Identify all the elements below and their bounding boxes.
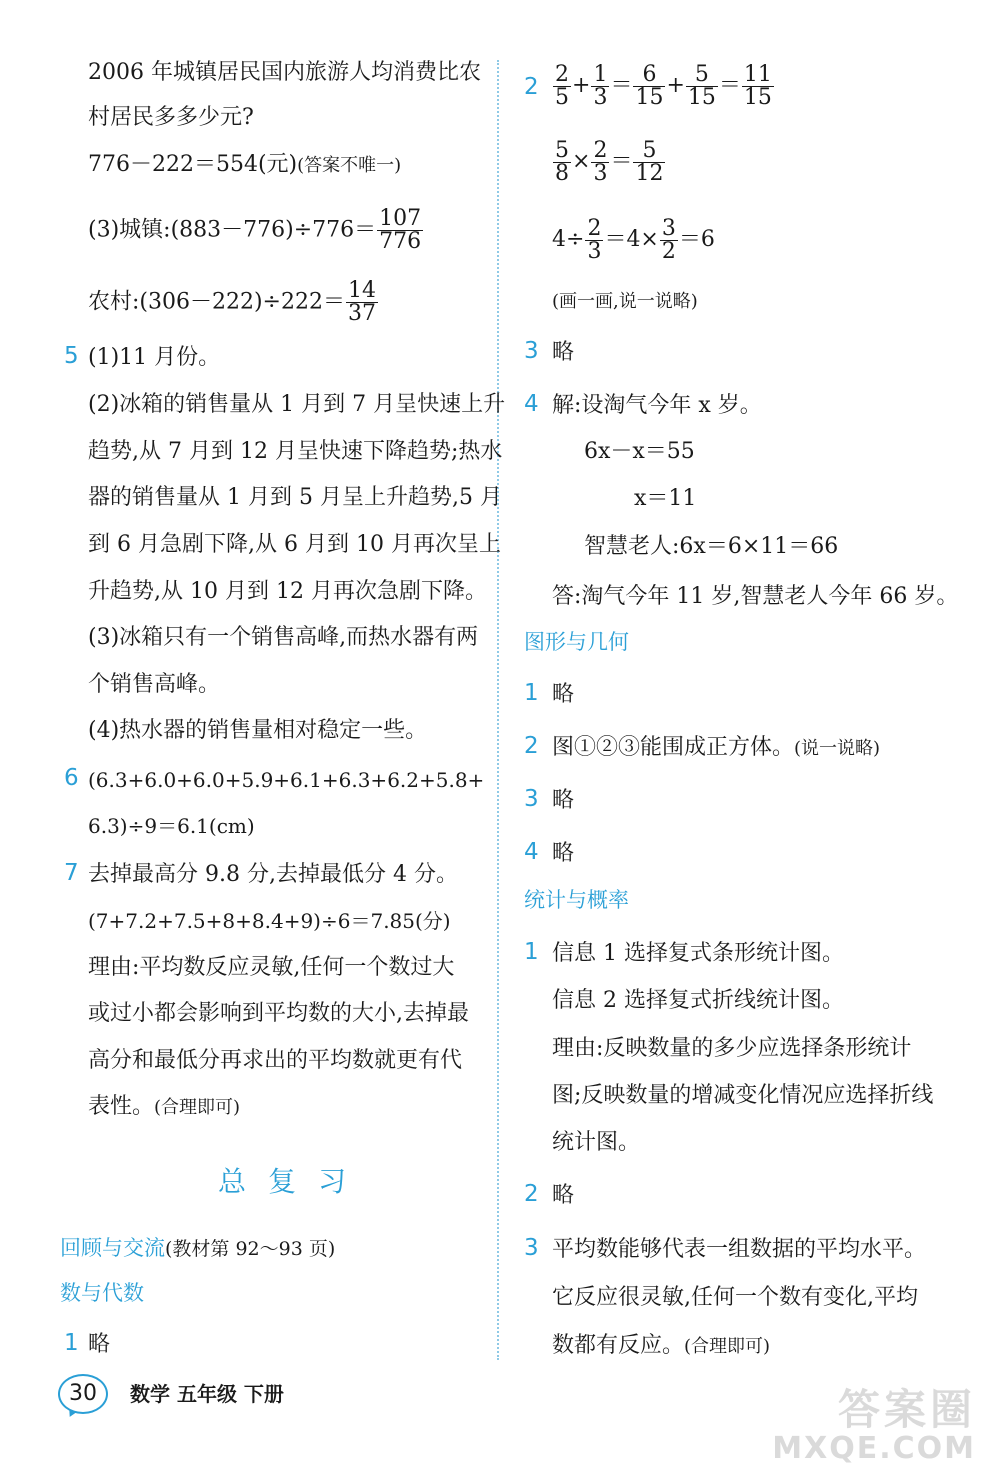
watermark: [726, 1377, 986, 1469]
text-line: 村居民多多少元?: [88, 105, 254, 130]
text-line: 趋势,从 7 月到 12 月呈快速下降趋势;热水: [88, 439, 503, 464]
question-number: 1: [64, 1330, 79, 1356]
text-line: 图①②③能围成正方体。(说一说略): [552, 735, 881, 760]
text-line: 解:设淘气今年 x 岁。: [552, 393, 762, 418]
watermark-url: MXQE.COM: [772, 1431, 976, 1466]
text-line: 它反应很灵敏,任何一个数有变化,平均: [552, 1285, 918, 1310]
text-line: (1)11 月份。: [88, 345, 221, 370]
text-line: 略: [552, 788, 575, 813]
text-line: 略: [552, 682, 575, 707]
text-line: 2006 年城镇居民国内旅游人均消费比农: [88, 60, 481, 85]
section-title: 总复习: [218, 1165, 369, 1198]
rural-formula: 农村:(306－222)÷222＝ $\frac{14}{37}$: [88, 278, 376, 326]
question-number: 3: [524, 338, 539, 364]
text-line: 理由:平均数反应灵敏,任何一个数过大: [88, 955, 455, 980]
watermark-logo-text: 答案圈: [837, 1385, 976, 1434]
review-heading: 回顾与交流(教材第 92～93 页): [60, 1236, 336, 1260]
numbers-algebra-heading: 数与代数: [60, 1281, 144, 1305]
text-line: 统计图。: [552, 1130, 641, 1155]
text-line: 略: [88, 1332, 111, 1357]
text-line: (2)冰箱的销售量从 1 月到 7 月呈快速上升: [88, 392, 506, 417]
question-number: 2: [524, 733, 539, 759]
question-number: 2: [524, 1181, 539, 1207]
text-line: 平均数能够代表一组数据的平均水平。: [552, 1237, 927, 1262]
text-line: 略: [552, 841, 575, 866]
text-line: 信息 2 选择复式折线统计图。: [552, 988, 844, 1013]
text-line: 高分和最低分再求出的平均数就更有代: [88, 1048, 463, 1073]
question-number: 6: [64, 765, 79, 791]
equation-line: x＝11: [634, 486, 697, 511]
fraction-division-formula: 4÷ $\frac{2}{3}$ ＝4× $\frac{3}{2}$ ＝6: [552, 215, 715, 264]
text-line: 个销售高峰。: [88, 672, 221, 697]
fraction: $\frac{14}{37}$: [348, 278, 376, 326]
fraction: $\frac{107}{776}$: [379, 206, 422, 254]
text-line: 6.3)÷9＝6.1(cm): [88, 814, 255, 838]
equation-line: 6x－x＝55: [584, 439, 695, 464]
page-number: 30: [58, 1374, 108, 1414]
text-line: 理由:反映数量的多少应选择条形统计: [552, 1036, 912, 1061]
text-line: 去掉最高分 9.8 分,去掉最低分 4 分。: [88, 862, 458, 887]
column-divider: [497, 60, 499, 1360]
question-number: 3: [524, 786, 539, 812]
text-line: 到 6 月急剧下降,从 6 月到 10 月再次呈上: [88, 532, 501, 557]
text-line: 升趋势,从 10 月到 12 月再次急剧下降。: [88, 579, 487, 604]
question-number: 4: [524, 839, 539, 865]
text-line: 776－222＝554(元)(答案不唯一): [88, 152, 402, 177]
fraction-product-formula: $\frac{5}{8}$ × $\frac{2}{3}$ ＝ $\frac{5}{12}$: [555, 137, 664, 186]
text-line: 表性。(合理即可): [88, 1094, 241, 1119]
text-line: (4)热水器的销售量相对稳定一些。: [88, 718, 428, 743]
text-line: 信息 1 选择复式条形统计图。: [552, 941, 844, 966]
text-line: (6.3+6.0+6.0+5.9+6.1+6.3+6.2+5.8+: [88, 768, 485, 792]
text-line: 数都有反应。(合理即可): [552, 1333, 771, 1358]
text-line: 或过小都会影响到平均数的大小,去掉最: [88, 1001, 469, 1026]
text-line: (3)冰箱只有一个销售高峰,而热水器有两: [88, 625, 479, 650]
geometry-heading: 图形与几何: [524, 630, 629, 654]
text-line: 器的销售量从 1 月到 5 月呈上升趋势,5 月: [88, 485, 502, 510]
text-line: 答:淘气今年 11 岁,智慧老人今年 66 岁。: [552, 584, 959, 609]
question-number: 3: [524, 1235, 539, 1261]
question-number: 2: [524, 74, 539, 100]
text-line: (画一画,说一说略): [552, 291, 698, 312]
text-line: 略: [552, 1183, 575, 1208]
city-formula: (3)城镇:(883－776)÷776＝ $\frac{107}{776}$: [88, 206, 422, 254]
fraction-sum-formula: $\frac{2}{5}$ + $\frac{1}{3}$ ＝ $\frac{6}{15}$ + $\frac{5}{15}$ ＝ $\frac{11}{15}$: [555, 61, 772, 110]
question-number: 1: [524, 939, 539, 965]
question-number: 1: [524, 680, 539, 706]
question-number: 5: [64, 343, 79, 369]
text-line: 智慧老人:6x＝6×11＝66: [584, 534, 839, 559]
statistics-heading: 统计与概率: [524, 888, 629, 912]
question-number: 7: [64, 860, 79, 886]
book-title: 数学 五年级 下册: [130, 1382, 284, 1406]
text-line: 图;反映数量的增减变化情况应选择折线: [552, 1083, 934, 1108]
text-line: 略: [552, 340, 575, 365]
question-number: 4: [524, 391, 539, 417]
text-line: (7+7.2+7.5+8+8.4+9)÷6＝7.85(分): [88, 909, 451, 933]
